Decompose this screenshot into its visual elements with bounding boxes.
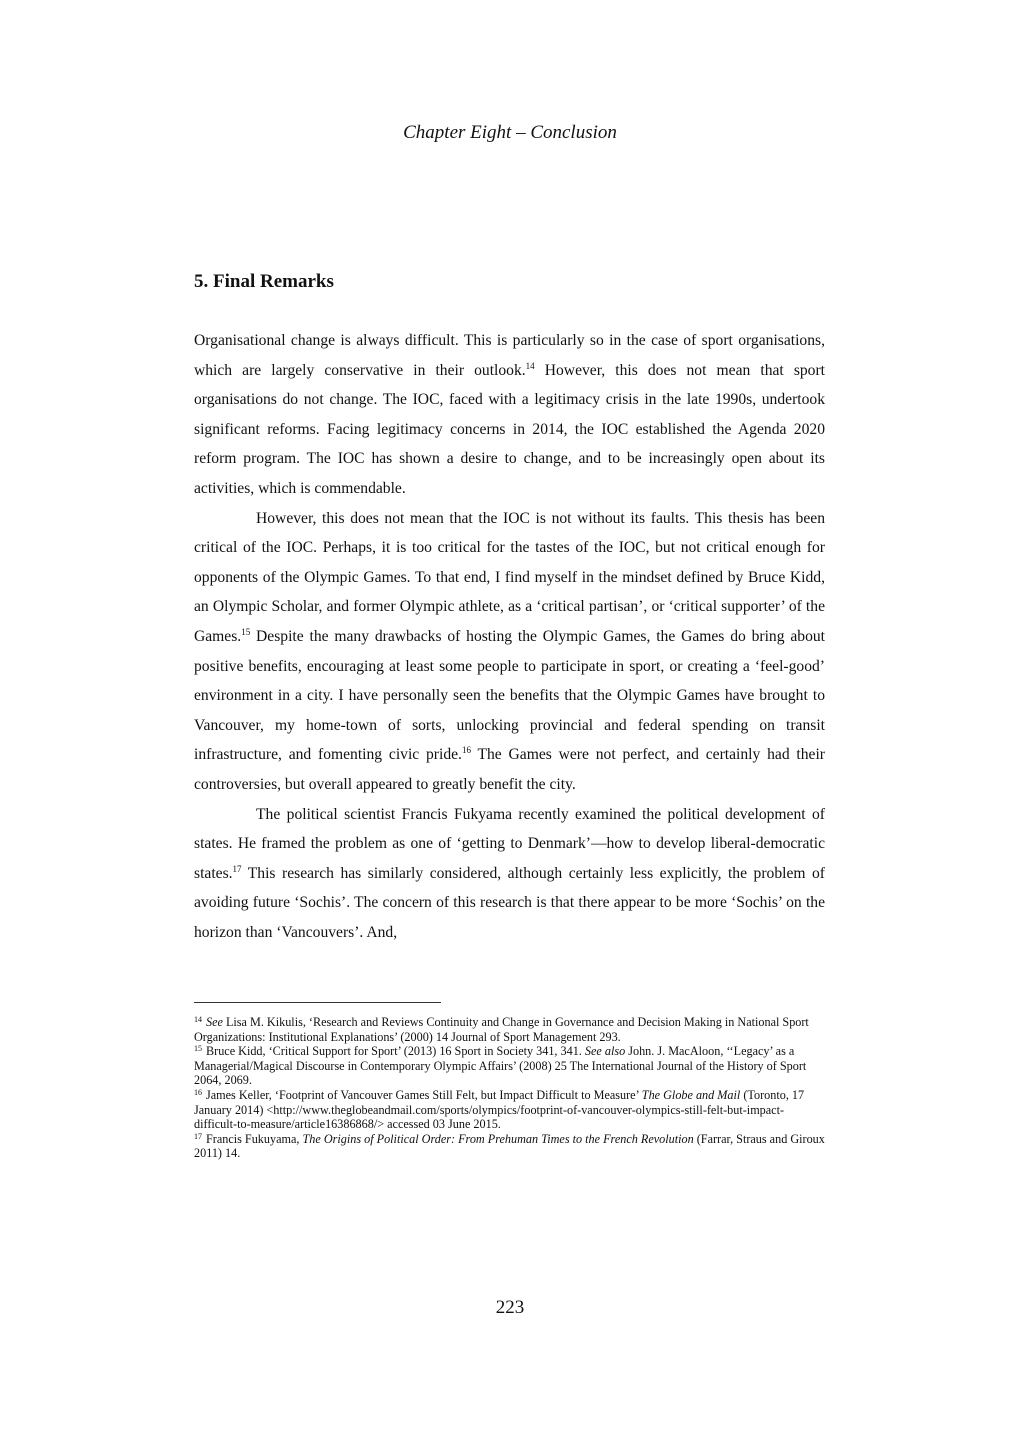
footnotes xyxy=(194,1015,825,1161)
footnote-number: 15 xyxy=(194,1044,202,1054)
footnote-number: 16 xyxy=(194,1087,202,1097)
footnote-15 xyxy=(194,1044,825,1088)
paragraph-1-text-a: Organisational change is always difficult. This is particularly so in the case of sport organisations, which are largely conservative in their outlook. xyxy=(194,332,825,379)
footnote-text-2: (Toronto, 17 January 2014) <http://www.theglobeandmail.com/sports/olympics/footprint-of-vancouver-olympics-still-felt-but-impact-difficult-to-measure/article16386868/> accessed 03 June 2015. xyxy=(194,1087,805,1132)
running-head: Chapter Eight – Conclusion xyxy=(403,122,617,143)
paragraph-3 xyxy=(194,800,825,948)
footnote-italic: See xyxy=(206,1015,223,1029)
paragraph-2-text-c: The Games were not perfect, and certainly had their controversies, but overall appeared to greatly benefit the city. xyxy=(194,746,825,793)
footnote-ref-16[interactable]: 16 xyxy=(461,745,471,756)
footnote-text: James Keller, ‘Footprint of Vancouver Games Still Felt, but Impact Difficult to Measure’ xyxy=(206,1087,642,1102)
paragraph-1 xyxy=(194,326,825,504)
paragraph-1-text-b: However, this does not mean that sport organisations do not change. The IOC, faced with a legitimacy crisis in the late 1990s, undertook significant reforms. Facing legitimacy concerns in 2014, the IOC established the Agenda 2020 reform program. The IOC has shown a desire to change, and to be increasingly open about its activities, which is commendable. xyxy=(194,361,826,497)
paragraph-2-text-a: However, this does not mean that the IOC is not without its faults. This thesis has been critical of the IOC. Perhaps, it is too critical for the tastes of the IOC, but not critical enough for opponents of the Olympic Games. To that end, I find myself in the mindset defined by Bruce Kidd, an Olympic Scholar, and former Olympic athlete, as a ‘critical partisan’, or ‘critical supporter’ of the Games. xyxy=(194,509,825,645)
footnote-text-2: (Farrar, Straus and Giroux 2011) 14. xyxy=(194,1131,825,1161)
footnote-17 xyxy=(194,1132,825,1161)
footnote-ref-14[interactable]: 14 xyxy=(525,360,535,371)
paragraph-3-text-a: The political scientist Francis Fukyama recently examined the political development of states. He framed the problem as one of ‘getting to Denmark’—how to develop liberal-democratic states. xyxy=(194,805,825,882)
main-text xyxy=(194,268,825,947)
footnote-text: Francis Fukuyama, xyxy=(206,1131,303,1146)
footnote-ref-17[interactable]: 17 xyxy=(232,863,242,874)
footnote-ref-15[interactable]: 15 xyxy=(241,626,251,637)
footnote-text: Bruce Kidd, ‘Critical Support for Sport’ (2013) 16 Sport in Society 341, 341. xyxy=(206,1044,585,1059)
footnote-italic: See also xyxy=(584,1044,626,1059)
section-title: 5. Final Remarks xyxy=(194,271,334,292)
paragraph-2-text-b: Despite the many drawbacks of hosting the Olympic Games, the Games do bring about positive benefits, encouraging at least some people to participate in sport, or creating a ‘feel-good’ environment in a city. I have personally seen the benefits that the Olympic Games have brought to Vancouver, my home-town of sorts, unlocking provincial and federal spending on transit infrastructure, and fomenting civic pride. xyxy=(194,627,825,764)
footnote-number: 17 xyxy=(194,1131,202,1141)
footnote-14 xyxy=(194,1015,825,1044)
paragraph-3-text-b: This research has similarly considered, although certainly less explicitly, the problem of avoiding future ‘Sochis’. The concern of this research is that there appear to be more ‘Sochis’ on the horizon than ‘Vancouvers’. And, xyxy=(194,864,825,941)
footnote-text: Lisa M. Kikulis, ‘Research and Reviews Continuity and Change in Governance and Decision Making in National Sport Organizations: Institutional Explanations’ (2000) 14 Journal of Sport Management 293. xyxy=(194,1015,809,1044)
footnote-italic: The Globe and Mail xyxy=(641,1087,741,1102)
paragraph-2 xyxy=(194,504,825,800)
footnote-italic: The Origins of Political Order: From Prehuman Times to the French Revolution xyxy=(302,1131,694,1146)
footnote-number: 14 xyxy=(194,1015,202,1024)
footnote-separator xyxy=(194,1002,441,1003)
page-number: 223 xyxy=(495,1297,525,1318)
footnote-text-2: John. J. MacAloon, ‘‘Legacy’ as a Managerial/Magical Discourse in Contemporary Olympic Affairs’ (2008) 25 The International Journal of the History of Sport 2064, 2069. xyxy=(194,1044,807,1088)
footnote-16 xyxy=(194,1088,825,1132)
